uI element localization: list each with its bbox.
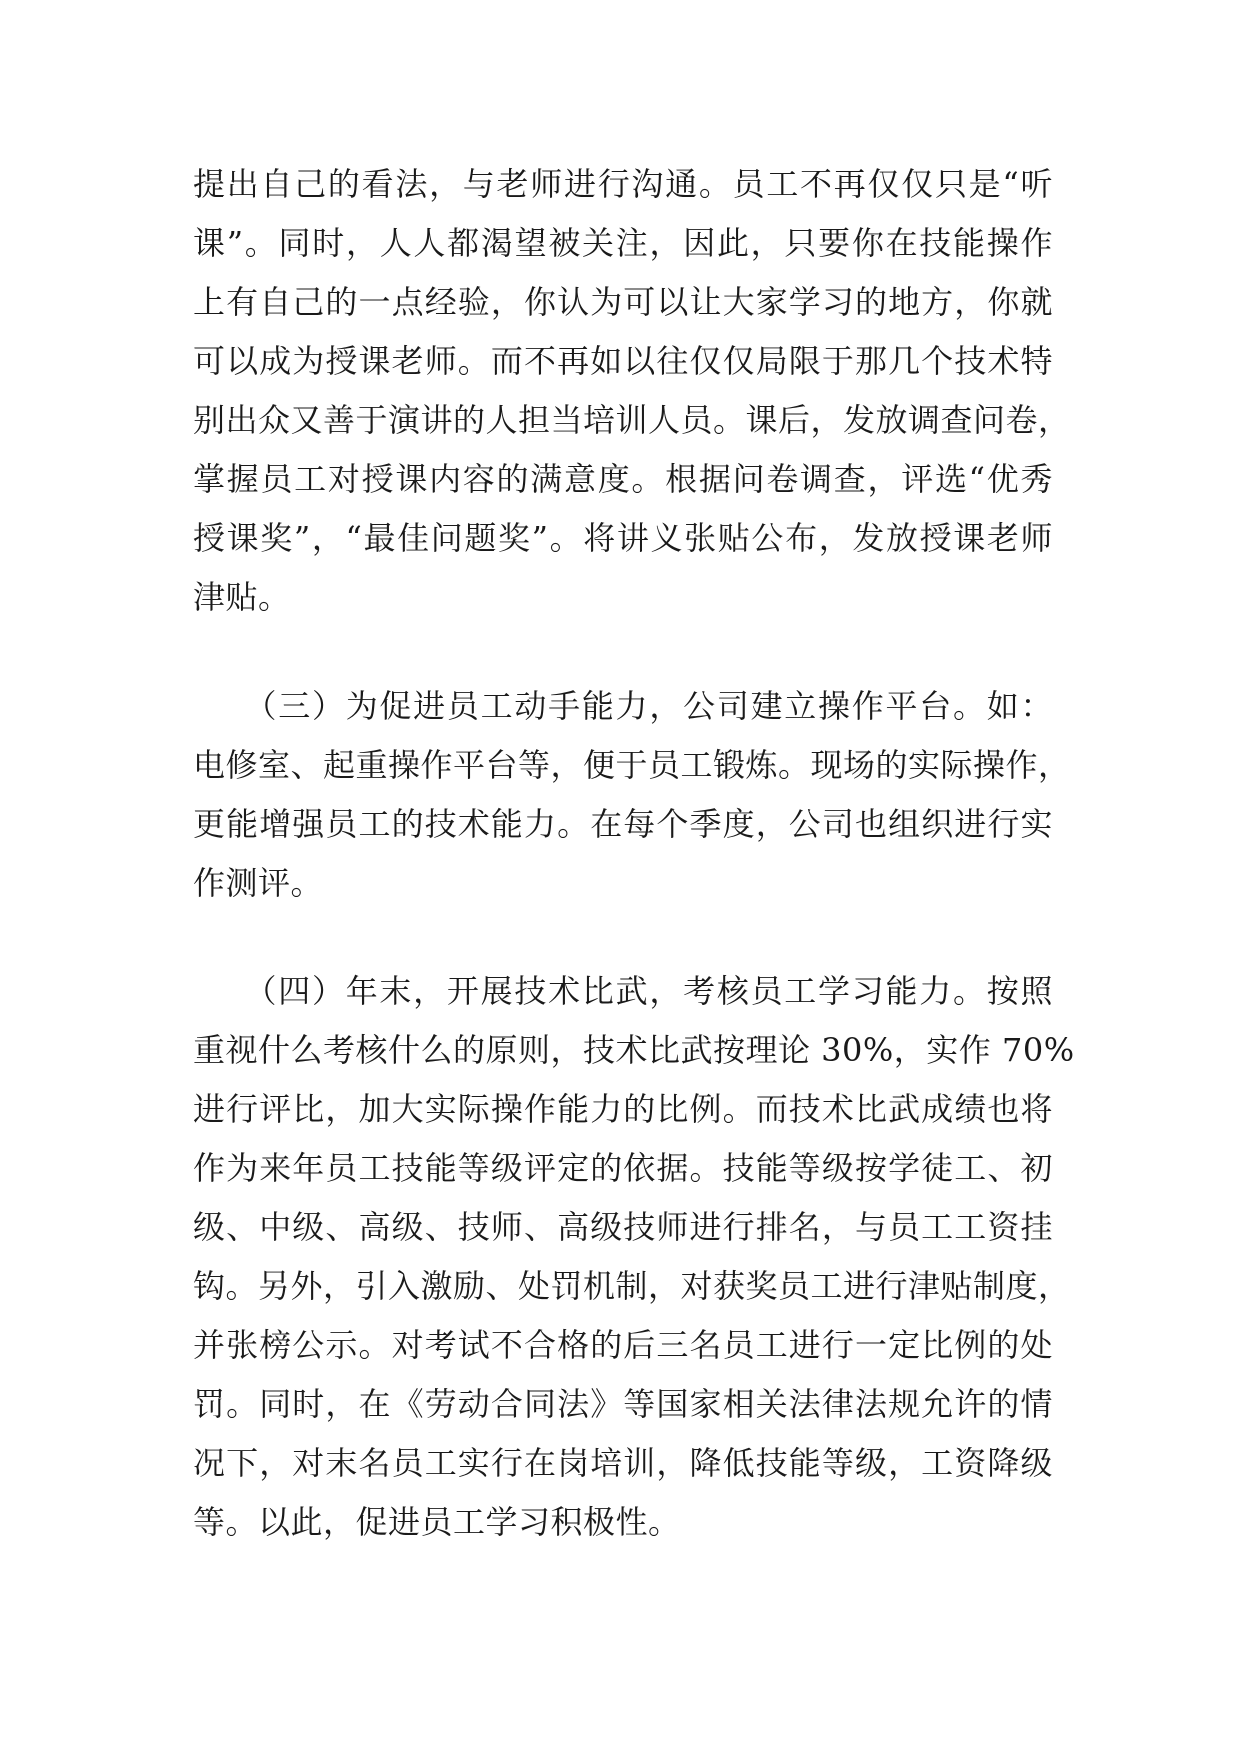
text-line: 等。以此，促进员工学习积极性。 [193,1503,681,1541]
text-line: （三）为促进员工动手能力，公司建立操作平台。如： [193,687,1053,725]
text-line: 作为来年员工技能等级评定的依据。技能等级按学徒工、初 [193,1149,1053,1187]
text-line: 可以成为授课老师。而不再如以往仅仅局限于那几个技术特 [193,342,1053,380]
text-line: 更能增强员工的技术能力。在每个季度，公司也组织进行实 [193,805,1053,843]
text-line: 重视什么考核什么的原则，技术比武按理论 30%，实作 70% [193,1031,1075,1069]
text-line: 掌握员工对授课内容的满意度。根据问卷调查，评选“优秀 [193,460,1053,498]
paragraph-lecture-feedback [193,155,1071,627]
text-line: 钩。另外，引入激励、处罚机制，对获奖员工进行津贴制度， [193,1267,1071,1305]
text-line: 津贴。 [193,578,291,616]
text-line: 级、中级、高级、技师、高级技师进行排名，与员工工资挂 [193,1208,1053,1246]
text-line: 罚。同时，在《劳动合同法》等国家相关法律法规允许的情 [193,1385,1053,1423]
text-line: （四）年末，开展技术比武，考核员工学习能力。按照 [193,972,1053,1010]
text-line: 作测评。 [193,864,324,902]
text-line: 别出众又善于演讲的人担当培训人员。课后，发放调查问卷， [193,401,1071,439]
text-line: 授课奖”，“最佳问题奖”。将讲义张贴公布，发放授课老师 [193,519,1053,557]
text-line: 并张榜公示。对考试不合格的后三名员工进行一定比例的处 [193,1326,1053,1364]
text-line: 电修室、起重操作平台等，便于员工锻炼。现场的实际操作， [193,746,1071,784]
text-line: 提出自己的看法，与老师进行沟通。员工不再仅仅只是“听 [193,165,1053,203]
text-line: 课”。同时，人人都渴望被关注，因此，只要你在技能操作 [193,224,1053,262]
text-line: 上有自己的一点经验，你认为可以让大家学习的地方，你就 [193,283,1053,321]
paragraph-section-three [193,677,1071,913]
paragraph-section-four [193,962,1075,1552]
text-line: 进行评比，加大实际操作能力的比例。而技术比武成绩也将 [193,1090,1053,1128]
text-line: 况下，对末名员工实行在岗培训，降低技能等级，工资降级 [193,1444,1053,1482]
